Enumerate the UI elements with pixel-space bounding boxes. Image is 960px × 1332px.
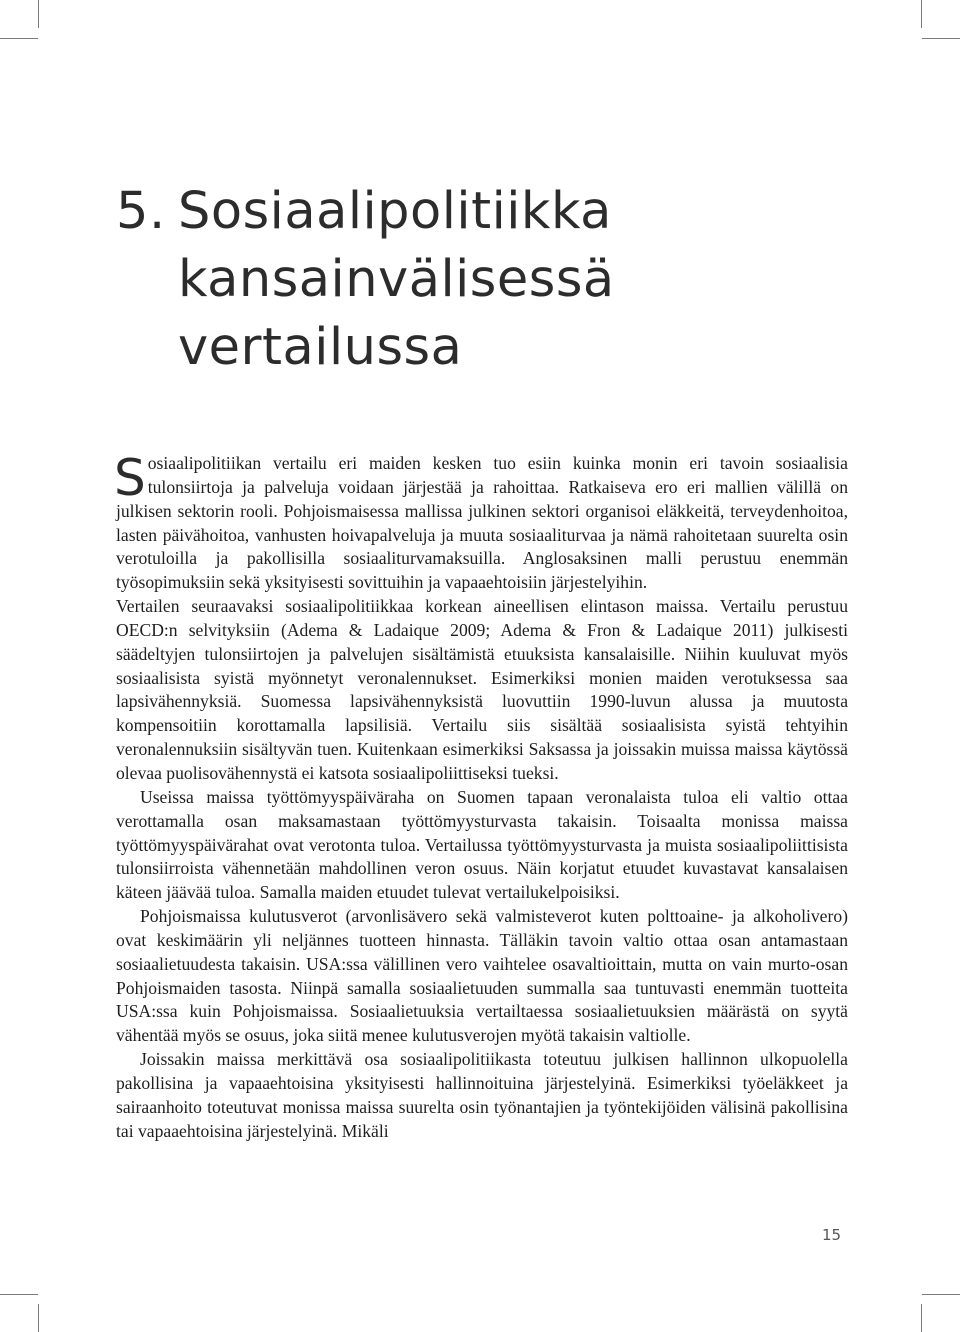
- paragraph-3: Useissa maissa työttömyyspäiväraha on Suomen tapaan veronalaista tuloa eli valtio ottaa verottamalla osan maksamastaan työttömyysturvasta takaisin. Toisaalta monissa maissa työttömyyspäivärahat ovat verotonta tuloa. Vertailussa työttömyysturvasta ja muista sosiaalipoliittisista tulonsiirroista vähennetään mahdollinen veron osuus. Näin korjatut etuudet kuvastavat kansalaisen käteen jäävää tuloa. Samalla maiden etuudet tulevat vertailukelpoisiksi.: [116, 786, 848, 903]
- chapter-title-line-1: Sosiaalipolitiikka: [178, 182, 612, 241]
- paragraph-1: [114, 449, 848, 595]
- crop-mark-top-right-h: [922, 38, 960, 39]
- body-text: [114, 449, 848, 1143]
- crop-mark-top-left: [38, 0, 39, 28]
- crop-mark-top-right: [921, 0, 922, 28]
- crop-mark-bottom-right-h: [922, 1294, 960, 1295]
- crop-mark-top-left-h: [0, 38, 38, 39]
- paragraph-5: Joissakin maissa merkittävä osa sosiaalipolitiikasta toteutuu julkisen hallinnon ulkopuolella pakollisina ja vapaaehtoisina yksityisesti hallinnoituina järjestelyinä. Esimerkiksi työeläkkeet ja sairaanhoito toteutuvat monissa maissa suurelta osin työnantajien ja työntekijöiden välisinä pakollisina tai vapaaehtoisina järjestelyinä. Mikäli: [116, 1049, 848, 1141]
- chapter-title-line-2: kansainvälisessä: [178, 250, 615, 309]
- crop-mark-bottom-left-h: [0, 1294, 38, 1295]
- page-number: 15: [822, 1226, 842, 1244]
- chapter-number: 5.: [116, 182, 166, 241]
- paragraph-1-text: osiaalipolitiikan vertailu eri maiden kesken tuo esiin kuinka monin eri tavoin sosiaalisia tulonsiirtoja ja palveluja voidaan järjestää ja rahoittaa. Ratkaiseva ero eri mallien välillä on julkisen sektorin rooli. Pohjoismaisessa mallissa julkinen sektori organisoi eläkkeitä, terveydenhoitoa, lasten päivähoitoa, vanhusten hoivapalveluja ja muuta sosiaaliturvaa ja nämä rahoitetaan suurelta osin verotuloilla ja pakollisilla sosiaaliturvamaksuilla. Anglosaksinen malli perustuu enemmän työsopimuksiin sekä yksityisesti sovittuihin ja vapaaehtoisiin järjestelyihin.: [116, 453, 848, 593]
- chapter-title: [116, 178, 876, 382]
- paragraph-4: Pohjoismaissa kulutusverot (arvonlisävero sekä valmisteverot kuten polttoaine- ja alkoholivero) ovat keskimäärin yli neljännes tuotteen hinnasta. Tälläkin tavoin valtio ottaa osan antamastaan sosiaalietuudesta takaisin. USA:ssa välillinen vero vaihtelee osavaltioittain, mutta on vain murto-osan Pohjoismaiden tasosta. Niinpä samalla sosiaalietuuden summalla saa tuntuvasti enemmän tuotteita USA:ssa kuin Pohjoismaissa. Sosiaalietuuksia vertailtaessa sosiaalietuuksien määrästä on syytä vähentää myös se osuus, joka siitä menee kulutusverojen myötä takaisin valtiolle.: [116, 906, 848, 1046]
- crop-mark-bottom-left: [38, 1304, 39, 1332]
- chapter-title-line-3: vertailussa: [178, 318, 463, 377]
- paragraph-2: Vertailen seuraavaksi sosiaalipolitiikkaa korkean aineellisen elintason maissa. Vertailu perustuu OECD:n selvityksiin (Adema & Ladaique 2009; Adema & Fron & Ladaique 2011) julkisesti säädeltyjen tulonsiirtojen ja palvelujen sisältämistä etuuksista kansalaisille. Niihin kuuluvat myös sosiaalisista syistä myönnetyt veronalennukset. Esimerkiksi monien maiden verotuksessa saa lapsivähennyksiä. Suomessa lapsivähennyksistä luovuttiin 1990-luvun alussa ja muutosta kompensoitiin korottamalla lapsilisiä. Vertailu siis sisältää sosiaalisista syistä tehtyihin veronalennuksiin sisältyvän tuen. Kuitenkaan esimerkiksi Saksassa ja joissakin muissa maissa käytössä olevaa puolisovähennystä ei katsota sosiaalipoliittiseksi tueksi.: [116, 596, 848, 783]
- drop-cap: S: [114, 449, 146, 507]
- crop-mark-bottom-right: [921, 1304, 922, 1332]
